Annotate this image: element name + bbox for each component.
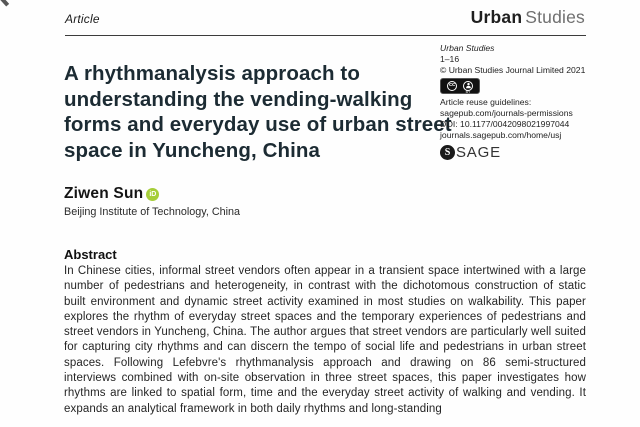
abstract-heading: Abstract — [64, 247, 117, 262]
permissions-link[interactable]: sagepub.com/journals-permissions — [440, 108, 573, 118]
author-row — [64, 185, 159, 203]
journal-credits — [440, 43, 590, 160]
journal-logo-bold: Urban — [470, 7, 523, 27]
author-name: Ziwen Sun — [64, 185, 144, 202]
header-divider — [65, 35, 586, 36]
sage-logo — [440, 145, 590, 160]
journal-home-link[interactable]: journals.sagepub.com/home/usj — [440, 130, 562, 140]
paper-title: A rhythmanalysis approach to understanding the vending-walking forms and everyday use of urban street space in Yuncheng, China — [64, 62, 452, 162]
person-icon — [463, 81, 473, 91]
reuse-guidelines-label: Article reuse guidelines: — [440, 97, 532, 107]
journal-logo-light: Studies — [525, 7, 585, 27]
author-affiliation: Beijing Institute of Technology, China — [64, 206, 241, 218]
doi-text: DOI: 10.1177/0042098021997044 — [440, 119, 570, 129]
article-type-label: Article — [65, 12, 100, 26]
sage-logo-text: SAGE — [456, 144, 501, 161]
cc-by-label: BY — [465, 90, 471, 94]
journal-logo — [471, 7, 585, 28]
scan-artifact — [0, 0, 9, 7]
sage-s-icon: S — [440, 145, 455, 160]
sidebar-journal-name: Urban Studies — [440, 43, 495, 53]
cc-icon: cc — [447, 81, 457, 91]
abstract-text: In Chinese cities, informal street vendors often appear in a transient space intertwined with a large number of pedestrians and heterogeneity, in contrast with the dichotomous construction of static built environment and dynamic street activity examined in most studies on walkability. This paper explores the rhythm of everyday street spaces and the temporary experiences of pedestrians and street vendors in Yuncheng, China. The author argues that street vendors are particularly well suited for capturing city rhythms and can discern the tempo of social life and pedestrians in urban street spaces. Following Lefebvre's rhythmanalysis approach and drawing on 86 semi-structured interviews combined with on-site observation in three street spaces, this paper investigates how rhythms are linked to spatial form, time and the everyday street activity of walking and vending. It expands an analytical framework in both daily rhythms and long-standing — [64, 265, 586, 415]
sidebar-page-range: 1–16 — [440, 54, 460, 64]
sidebar-copyright: © Urban Studies Journal Limited 2021 — [440, 65, 586, 75]
cc-by-wrap — [463, 81, 473, 95]
cc-by-license-badge[interactable] — [440, 78, 480, 94]
orcid-icon[interactable]: iD — [146, 188, 159, 201]
